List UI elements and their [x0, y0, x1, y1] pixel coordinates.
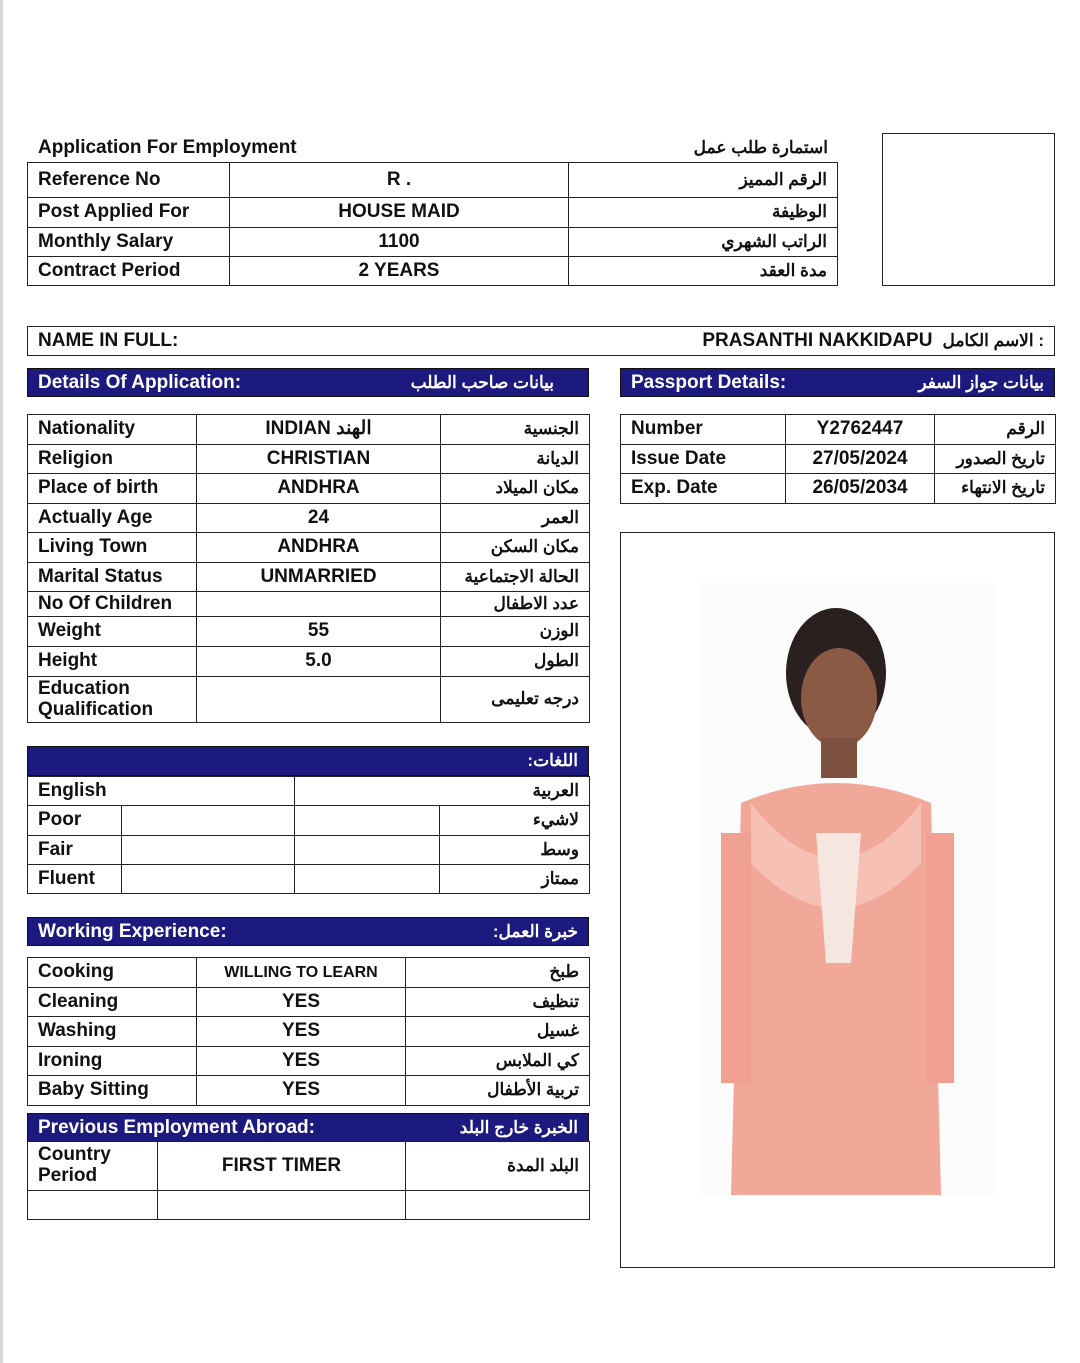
value: INDIAN الهند — [197, 415, 441, 445]
previous-header-label: Previous Employment Abroad: — [38, 1116, 315, 1138]
previous-employment-table — [27, 1141, 590, 1220]
skill-label: Washing — [28, 1017, 197, 1047]
page-edge — [0, 0, 3, 1363]
value: UNMARRIED — [197, 563, 441, 592]
value: 5.0 — [197, 647, 441, 677]
country-period-label: Country Period — [28, 1142, 158, 1191]
value — [197, 677, 441, 723]
table-row — [28, 415, 590, 445]
skill-value: YES — [197, 1047, 406, 1076]
label-arabic: تاريخ الصدور — [935, 445, 1056, 474]
label: Marital Status — [28, 563, 197, 592]
value: 27/05/2024 — [786, 445, 935, 474]
table-row — [28, 806, 590, 836]
experience-table — [27, 957, 590, 1106]
label-arabic: الرقم المميز — [569, 163, 838, 198]
table-row — [28, 474, 590, 504]
table-row — [28, 836, 590, 865]
table-row — [28, 1047, 590, 1076]
value: 26/05/2034 — [786, 474, 935, 504]
value: 1100 — [230, 228, 569, 257]
previous-header-arabic: الخبرة خارج البلد — [459, 1117, 578, 1137]
level-label: Poor — [28, 806, 122, 836]
name-value: PRASANTHI NAKKIDAPU — [702, 330, 933, 351]
name-label-arabic: : الاسم الكامل — [942, 331, 1044, 350]
english-level-cell — [122, 836, 295, 865]
name-label: NAME IN FULL: — [38, 330, 179, 351]
passport-header — [620, 368, 1055, 397]
label: Number — [621, 415, 786, 445]
label-arabic: مكان السكن — [441, 533, 590, 563]
label-arabic: درجه تعليمى — [441, 677, 590, 723]
table-row — [28, 592, 590, 617]
english-level-cell — [122, 865, 295, 894]
label-arabic: تاريخ الانتهاء — [935, 474, 1056, 504]
label-arabic: الحالة الاجتماعية — [441, 563, 590, 592]
level-label-arabic: ممتاز — [440, 865, 590, 894]
label-arabic: الراتب الشهري — [569, 228, 838, 257]
table-row — [28, 163, 838, 198]
table-row — [28, 777, 590, 806]
arabic-label: العربية — [295, 777, 590, 806]
value — [197, 592, 441, 617]
table-row — [28, 1017, 590, 1047]
table-row — [621, 474, 1056, 504]
form-title: Application For Employment — [38, 137, 297, 158]
table-row — [28, 647, 590, 677]
details-header — [27, 368, 589, 397]
country-period-value: FIRST TIMER — [158, 1142, 406, 1191]
experience-header-arabic: خبرة العمل: — [492, 921, 578, 941]
label: Living Town — [28, 533, 197, 563]
languages-header — [27, 746, 589, 776]
table-row — [28, 677, 590, 723]
table-row — [28, 563, 590, 592]
label-arabic: الطول — [441, 647, 590, 677]
table-row — [28, 445, 590, 474]
level-label: Fluent — [28, 865, 122, 894]
form-title-arabic: استمارة طلب عمل — [693, 138, 828, 157]
label: Exp. Date — [621, 474, 786, 504]
table-row — [28, 958, 590, 988]
label: Education Qualification — [28, 677, 197, 723]
label: Actually Age — [28, 504, 197, 533]
skill-label-arabic: كي الملابس — [406, 1047, 590, 1076]
experience-header-label: Working Experience: — [38, 920, 227, 942]
passport-table — [620, 414, 1056, 504]
skill-label: Baby Sitting — [28, 1076, 197, 1106]
details-header-label: Details Of Application: — [38, 371, 242, 393]
value: 24 — [197, 504, 441, 533]
label: Nationality — [28, 415, 197, 445]
label-arabic: الديانة — [441, 445, 590, 474]
arabic-level-cell — [295, 865, 440, 894]
table-row — [28, 617, 590, 647]
skill-label: Cleaning — [28, 988, 197, 1017]
experience-header — [27, 917, 589, 946]
table-row — [621, 445, 1056, 474]
country-period-label-arabic: البلد المدة — [406, 1142, 590, 1191]
label-arabic: الوظيفة — [569, 198, 838, 228]
label: Post Applied For — [28, 198, 230, 228]
skill-value: YES — [197, 988, 406, 1017]
label: No Of Children — [28, 592, 197, 617]
languages-table — [27, 776, 590, 894]
empty-cell — [158, 1191, 406, 1220]
value: HOUSE MAID — [230, 198, 569, 228]
empty-cell — [28, 1191, 158, 1220]
label-arabic: عدد الاطفال — [441, 592, 590, 617]
value: CHRISTIAN — [197, 445, 441, 474]
languages-header-arabic: اللغات: — [527, 751, 578, 770]
english-level-cell — [122, 806, 295, 836]
table-row — [28, 1076, 590, 1106]
level-label: Fair — [28, 836, 122, 865]
label: Height — [28, 647, 197, 677]
table-row — [28, 865, 590, 894]
skill-value: YES — [197, 1017, 406, 1047]
arabic-level-cell — [295, 836, 440, 865]
table-row — [28, 257, 838, 286]
skill-value: YES — [197, 1076, 406, 1106]
value: ANDHRA — [197, 533, 441, 563]
table-row — [28, 1142, 590, 1191]
applicant-photo-frame — [620, 532, 1055, 1268]
skill-label: Ironing — [28, 1047, 197, 1076]
skill-label-arabic: طبخ — [406, 958, 590, 988]
value: 2 YEARS — [230, 257, 569, 286]
level-label-arabic: وسط — [440, 836, 590, 865]
details-table — [27, 414, 590, 723]
passport-header-arabic: بيانات جواز السفر — [918, 372, 1044, 392]
label-arabic: مكان الميلاد — [441, 474, 590, 504]
label-arabic: الرقم — [935, 415, 1056, 445]
table-row — [621, 415, 1056, 445]
arabic-level-cell — [295, 806, 440, 836]
previous-employment-header — [27, 1113, 589, 1142]
label: Weight — [28, 617, 197, 647]
top-info-table — [27, 162, 838, 286]
table-row — [28, 504, 590, 533]
applicant-photo — [621, 533, 1054, 1267]
skill-label-arabic: تنظيف — [406, 988, 590, 1017]
details-header-arabic: بيانات صاحب الطلب — [410, 372, 554, 392]
value: 55 — [197, 617, 441, 647]
skill-value: WILLING TO LEARN — [197, 958, 406, 988]
value: ANDHRA — [197, 474, 441, 504]
label: Reference No — [28, 163, 230, 198]
skill-label-arabic: غسيل — [406, 1017, 590, 1047]
label-arabic: مدة العقد — [569, 257, 838, 286]
label-arabic: العمر — [441, 504, 590, 533]
label: Place of birth — [28, 474, 197, 504]
table-row — [28, 1191, 590, 1220]
skill-label-arabic: تربية الأطفال — [406, 1076, 590, 1106]
empty-cell — [406, 1191, 590, 1220]
label-arabic: الوزن — [441, 617, 590, 647]
table-row — [28, 198, 838, 228]
table-row — [28, 988, 590, 1017]
value: R . — [230, 163, 569, 198]
skill-label: Cooking — [28, 958, 197, 988]
small-photo-box — [882, 133, 1055, 286]
table-row — [28, 228, 838, 257]
label: Issue Date — [621, 445, 786, 474]
label: Contract Period — [28, 257, 230, 286]
label-arabic: الجنسية — [441, 415, 590, 445]
label: Monthly Salary — [28, 228, 230, 257]
level-label-arabic: لاشيء — [440, 806, 590, 836]
table-row — [28, 533, 590, 563]
value: Y2762447 — [786, 415, 935, 445]
english-label: English — [28, 777, 295, 806]
label: Religion — [28, 445, 197, 474]
passport-header-label: Passport Details: — [631, 371, 787, 393]
full-name-box — [27, 326, 1055, 356]
